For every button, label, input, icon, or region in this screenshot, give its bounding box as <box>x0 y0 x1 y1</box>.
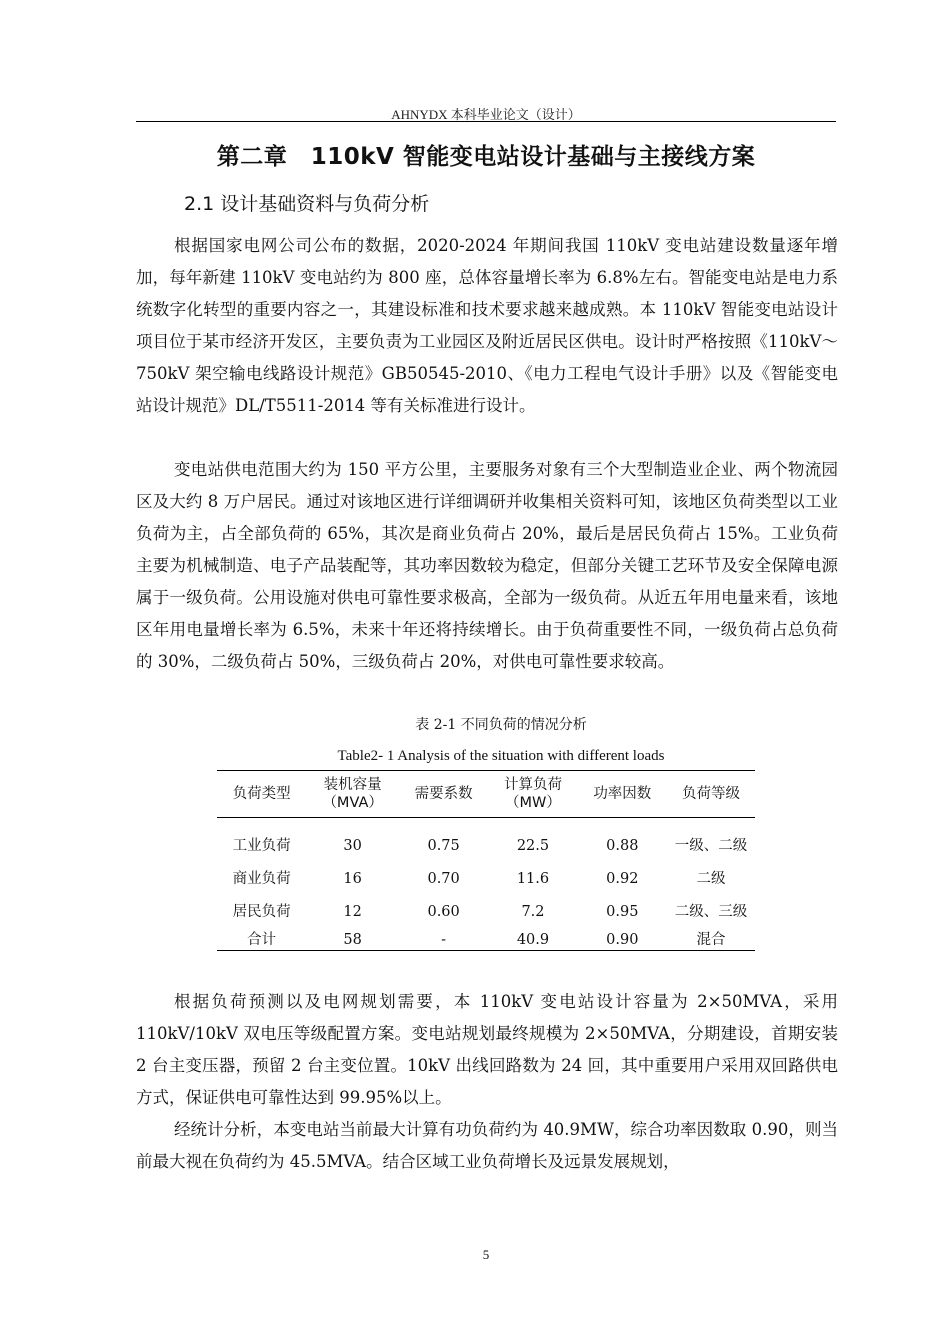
table-row <box>217 818 755 865</box>
cell-demand: 0.70 <box>427 871 460 887</box>
cell-pf: 0.92 <box>606 871 639 887</box>
header-power-factor: 功率因数 <box>593 786 652 802</box>
cell-grade: 一级、二级 <box>674 838 748 854</box>
page-number: 5 <box>482 1247 490 1262</box>
header-demand-factor: 需要系数 <box>414 786 473 802</box>
body-paragraph-4: 经统计分析，本变电站当前最大计算有功负荷约为 40.9MW，综合功率因数取 0.90，则当前最大视在负荷约为 45.5MVA。结合区域工业负荷增长及远景发展规划， <box>136 1120 838 1171</box>
cell-calc: 40.9 <box>516 932 550 948</box>
table-row-total <box>217 930 755 951</box>
header-calc-load <box>488 771 577 818</box>
cell-demand: 0.75 <box>427 838 460 854</box>
table-header-row <box>217 771 755 818</box>
table-row <box>217 894 755 930</box>
header-rule <box>136 121 836 122</box>
cell-type: 合计 <box>247 932 277 948</box>
header-calc-name: 计算负荷 <box>503 777 562 793</box>
table-row <box>217 864 755 894</box>
header-load-grade: 负荷等级 <box>682 786 740 802</box>
section-title: 2.1 设计基础资料与负荷分析 <box>184 193 430 215</box>
cell-demand: 0.60 <box>427 904 460 920</box>
header-load-type: 负荷类型 <box>232 786 291 802</box>
table-caption-en: Table2- 1 Analysis of the situation with different loads <box>337 748 665 764</box>
cell-demand: - <box>441 932 447 948</box>
cell-pf: 0.95 <box>606 904 639 920</box>
table-caption-cn: 表 2-1 不同负荷的情况分析 <box>415 717 587 733</box>
cell-type: 居民负荷 <box>232 904 291 920</box>
body-paragraph-1: 根据国家电网公司公布的数据，2020-2024 年期间我国 110kV 变电站建设数量逐年增加，每年新建 110kV 变电站约为 800 座，总体容量增长率为 6.8%左右。智能变电站是电力系统数字化转型的重要内容之一，其建设标准和技术要求越来越成熟。本 110kV 智能变电站设计项目位于某市经济开发区，主要负责为工业园区及附近居民区供电。设计时严格按照《110kV～750kV 架空输电线路设计规范》GB50545-2010、《电力工程电气设计手册》以及《智能变电站设计规范》DL/T5511-2014 等有关标准进行设计。 <box>136 236 838 415</box>
cell-grade: 二级、三级 <box>674 904 748 920</box>
load-analysis-table <box>217 770 755 951</box>
cell-pf: 0.90 <box>606 932 639 948</box>
body-paragraph-2: 变电站供电范围大约为 150 平方公里，主要服务对象有三个大型制造业企业、两个物流园区及大约 8 万户居民。通过对该地区进行详细调研并收集相关资料可知，该地区负荷类型以工业负荷为主，占全部负荷的 65%，其次是商业负荷占 20%，最后是居民负荷占 15%。工业负荷主要为机械制造、电子产品装配等，其功率因数较为稳定，但部分关键工艺环节及安全保障电源属于一级负荷。公用设施对供电可靠性要求极高，全部为一级负荷。从近五年用电量来看，该地区年用电量增长率为 6.5%，未来十年还将持续增长。由于负荷重要性不同，一级负荷占总负荷的 30%，二级负荷占 50%，三级负荷占 20%，对供电可靠性要求较高。 <box>136 460 838 671</box>
cell-type: 工业负荷 <box>232 838 291 854</box>
cell-calc: 22.5 <box>516 838 550 854</box>
header-capacity <box>306 771 399 818</box>
header-capacity-name: 装机容量 <box>323 777 382 793</box>
cell-capacity: 30 <box>343 838 362 854</box>
chapter-title: 第二章 110kV 智能变电站设计基础与主接线方案 <box>216 144 756 170</box>
cell-pf: 0.88 <box>606 838 639 854</box>
cell-grade: 二级 <box>696 871 726 887</box>
cell-grade: 混合 <box>696 932 726 948</box>
cell-capacity: 16 <box>343 871 362 887</box>
cell-capacity: 12 <box>343 904 362 920</box>
running-header: AHNYDX 本科毕业论文（设计） <box>391 107 581 122</box>
cell-calc: 7.2 <box>521 904 545 920</box>
header-calc-unit: （MW） <box>505 795 561 811</box>
header-capacity-unit: （MVA） <box>322 795 383 811</box>
cell-capacity: 58 <box>343 932 362 948</box>
cell-calc: 11.6 <box>516 871 550 887</box>
body-paragraph-3: 根据负荷预测以及电网规划需要，本 110kV 变电站设计容量为 2×50MVA，采用 110kV/10kV 双电压等级配置方案。变电站规划最终规模为 2×50MVA，分期建设，首期安装 2 台主变压器，预留 2 台主变位置。10kV 出线回路数为 24 回，其中重要用户采用双回路供电方式，保证供电可靠性达到 99.95%以上。 <box>136 992 838 1107</box>
cell-type: 商业负荷 <box>232 871 291 887</box>
